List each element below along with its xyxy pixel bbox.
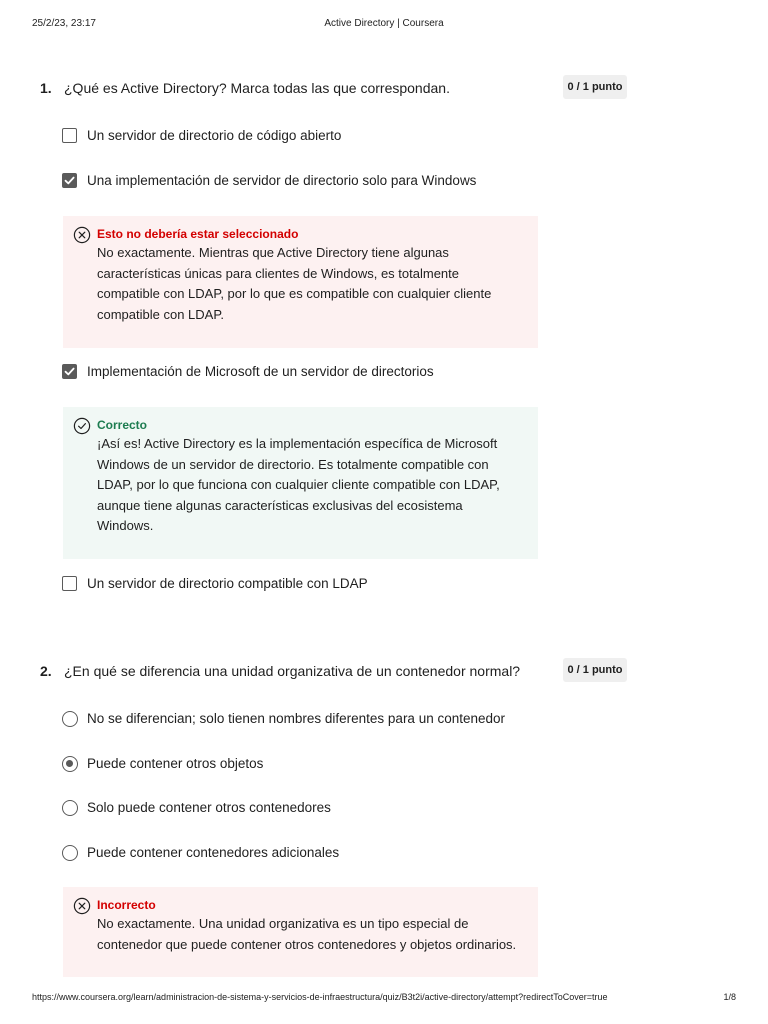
print-datetime: 25/2/23, 23:17: [32, 18, 96, 29]
option-label: Un servidor de directorio compatible con LDAP: [87, 576, 368, 591]
feedback-line: No exactamente. Mientras que Active Directory tiene algunas: [97, 245, 449, 260]
radio-unselected[interactable]: [62, 845, 78, 861]
check-icon: [64, 175, 75, 186]
cross-circle-icon: [73, 897, 91, 915]
feedback-line: Windows de un servidor de directorio. Es totalmente compatible con: [97, 456, 489, 472]
page-url: https://www.coursera.org/learn/administracion-de-sistema-y-servicios-de-infraestructura/quiz/B3t2i/active-directory/attempt?redirectToCover=true: [32, 992, 608, 1002]
feedback-title: Incorrecto: [97, 898, 156, 912]
option-label: Una implementación de servidor de directorio solo para Windows: [87, 173, 477, 188]
print-header: [32, 18, 736, 32]
checkbox-checked[interactable]: [62, 173, 77, 188]
feedback-line: contenedor que puede contener otros contenedores y objetos ordinarios.: [97, 936, 517, 952]
feedback-line: Windows.: [97, 518, 154, 533]
feedback-text: [97, 434, 524, 537]
question-number: 2.: [40, 663, 52, 679]
checkbox-unchecked[interactable]: [62, 576, 77, 591]
option-label: Puede contener otros objetos: [87, 756, 264, 771]
feedback-title: Esto no debería estar seleccionado: [97, 227, 299, 241]
option-label: Solo puede contener otros contenedores: [87, 800, 331, 815]
check-icon: [64, 366, 75, 377]
check-circle-icon: [73, 417, 91, 435]
radio-unselected[interactable]: [62, 800, 78, 816]
feedback-text: [97, 914, 524, 955]
radio-selected[interactable]: [62, 756, 78, 772]
option-label: Puede contener contenedores adicionales: [87, 845, 340, 860]
feedback-line: aunque tiene algunas características exclusivas del ecosistema: [97, 497, 463, 513]
question-number: 1.: [40, 80, 52, 96]
feedback-line: ¡Así es! Active Directory es la implementación específica de Microsoft: [97, 436, 498, 451]
checkbox-checked[interactable]: [62, 364, 77, 379]
feedback-line: LDAP, por lo que funciona con cualquier cliente compatible con LDAP,: [97, 477, 500, 492]
cross-circle-icon: [73, 226, 91, 244]
option-label: Implementación de Microsoft de un servidor de directorios: [87, 364, 434, 379]
feedback-title: Correcto: [97, 418, 148, 432]
page-number: 1/8: [723, 992, 736, 1002]
feedback-line: compatible con LDAP, por lo que es compatible con cualquier cliente: [97, 286, 492, 301]
option-label: No se diferencian; solo tienen nombres diferentes para un contenedor: [87, 711, 506, 726]
radio-unselected[interactable]: [62, 711, 78, 727]
option-label: Un servidor de directorio de código abierto: [87, 128, 342, 143]
question-text: ¿Qué es Active Directory? Marca todas las que correspondan.: [64, 80, 450, 96]
score-badge: 0 / 1 punto: [563, 75, 627, 99]
feedback-line: características únicas para clientes de Windows, es totalmente: [97, 265, 460, 281]
feedback-line: compatible con LDAP.: [97, 306, 224, 322]
feedback-correct: [63, 407, 538, 559]
feedback-line: No exactamente. Una unidad organizativa es un tipo especial de: [97, 916, 469, 931]
score-badge: 0 / 1 punto: [563, 658, 627, 682]
feedback-text: [97, 243, 524, 325]
feedback-error: [63, 887, 538, 977]
checkbox-unchecked[interactable]: [62, 128, 77, 143]
question-text: ¿En qué se diferencia una unidad organizativa de un contenedor normal?: [64, 663, 521, 679]
print-page-title: Active Directory | Coursera: [324, 18, 444, 29]
feedback-error: [63, 216, 538, 348]
